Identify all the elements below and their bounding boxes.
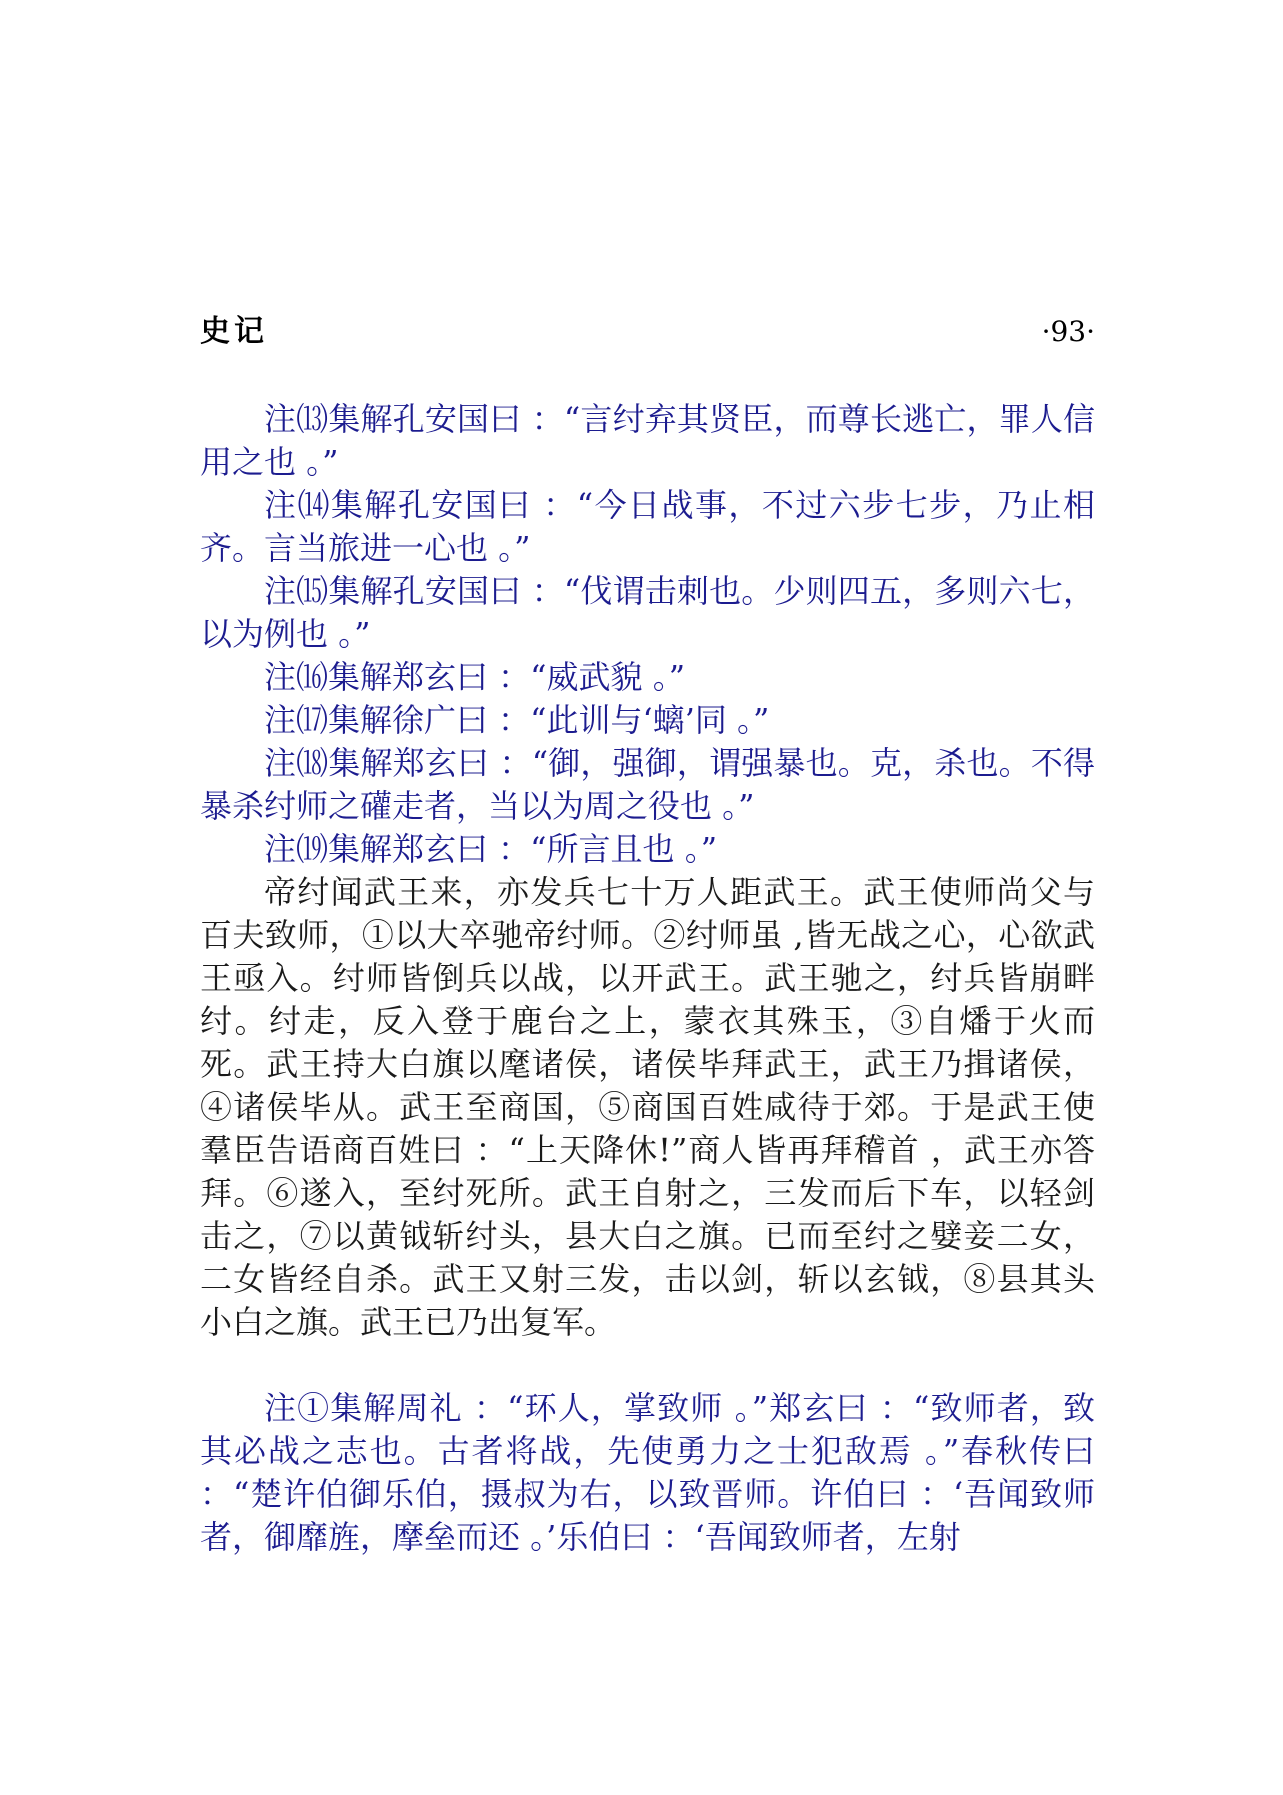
annotation-paragraph: 注⒅集解郑玄曰 ：“御，强御，谓强暴也。克，杀也。不得暴杀纣师之礶走者，当以为周之役也 。” [200,744,1095,825]
annotation-paragraph: 注⒂集解孔安国曰 ：“伐谓击刺也。少则四五，多则六七，以为例也 。” [200,572,1095,653]
paragraph-spacer [200,1344,1095,1387]
page-number: ·93· [1041,315,1095,348]
page-header [200,310,1095,354]
annotation-paragraph: 注⒀集解孔安国曰 ：“言纣弃其贤臣，而尊长逃亡，罪人信用之也 。” [200,400,1095,481]
annotation-paragraph: 注⒄集解徐广曰 ：“此训与‘螭’同 。” [264,701,770,739]
annotation-paragraph: 注①集解周礼 ：“环人，掌致师 。”郑玄曰 ：“致师者，致其必战之志也。古者将战，先使勇力之士犯敌焉 。”春秋传曰 ：“楚许伯御乐伯，摄叔为右，以致晋师。许伯曰 ：‘吾闻致师者，御靡旌，摩垒而还 。’乐伯曰 ：‘吾闻致师者，左射 [200,1389,1095,1556]
page-body [200,398,1095,1559]
book-title: 史记 [200,314,268,349]
annotation-paragraph: 注⒆集解郑玄曰 ：“所言且也 。” [264,830,718,868]
annotation-paragraph: 注⒃集解郑玄曰 ：“威武貌 。” [264,658,686,696]
annotation-paragraph: 注⒁集解孔安国曰 ：“今日战事，不过六步七步，乃止相齐。言当旅进一心也 。” [200,486,1095,567]
main-text-paragraph: 帝纣闻武王来，亦发兵七十万人距武王。武王使师尚父与百夫致师，①以大卒驰帝纣师。②纣师虽 ,皆无战之心，心欲武王亟入。纣师皆倒兵以战，以开武王。武王驰之，纣兵皆崩畔纣。纣走，反入登于鹿台之上，蒙衣其殊玉，③自燔于火而死。武王持大白旗以麾诸侯，诸侯毕拜武王，武王乃揖诸侯，④诸侯毕从。武王至商国，⑤商国百姓咸待于郊。于是武王使羣臣告语商百姓曰 ：“上天降休!”商人皆再拜稽首 ，武王亦答拜。⑥遂入，至纣死所。武王自射之，三发而后下车，以轻剑击之，⑦以黄钺斩纣头，县大白之旗。已而至纣之嬖妾二女，二女皆经自杀。武王又射三发，击以剑，斩以玄钺，⑧县其头小白之旗。武王已乃出复军。 [200,873,1095,1341]
